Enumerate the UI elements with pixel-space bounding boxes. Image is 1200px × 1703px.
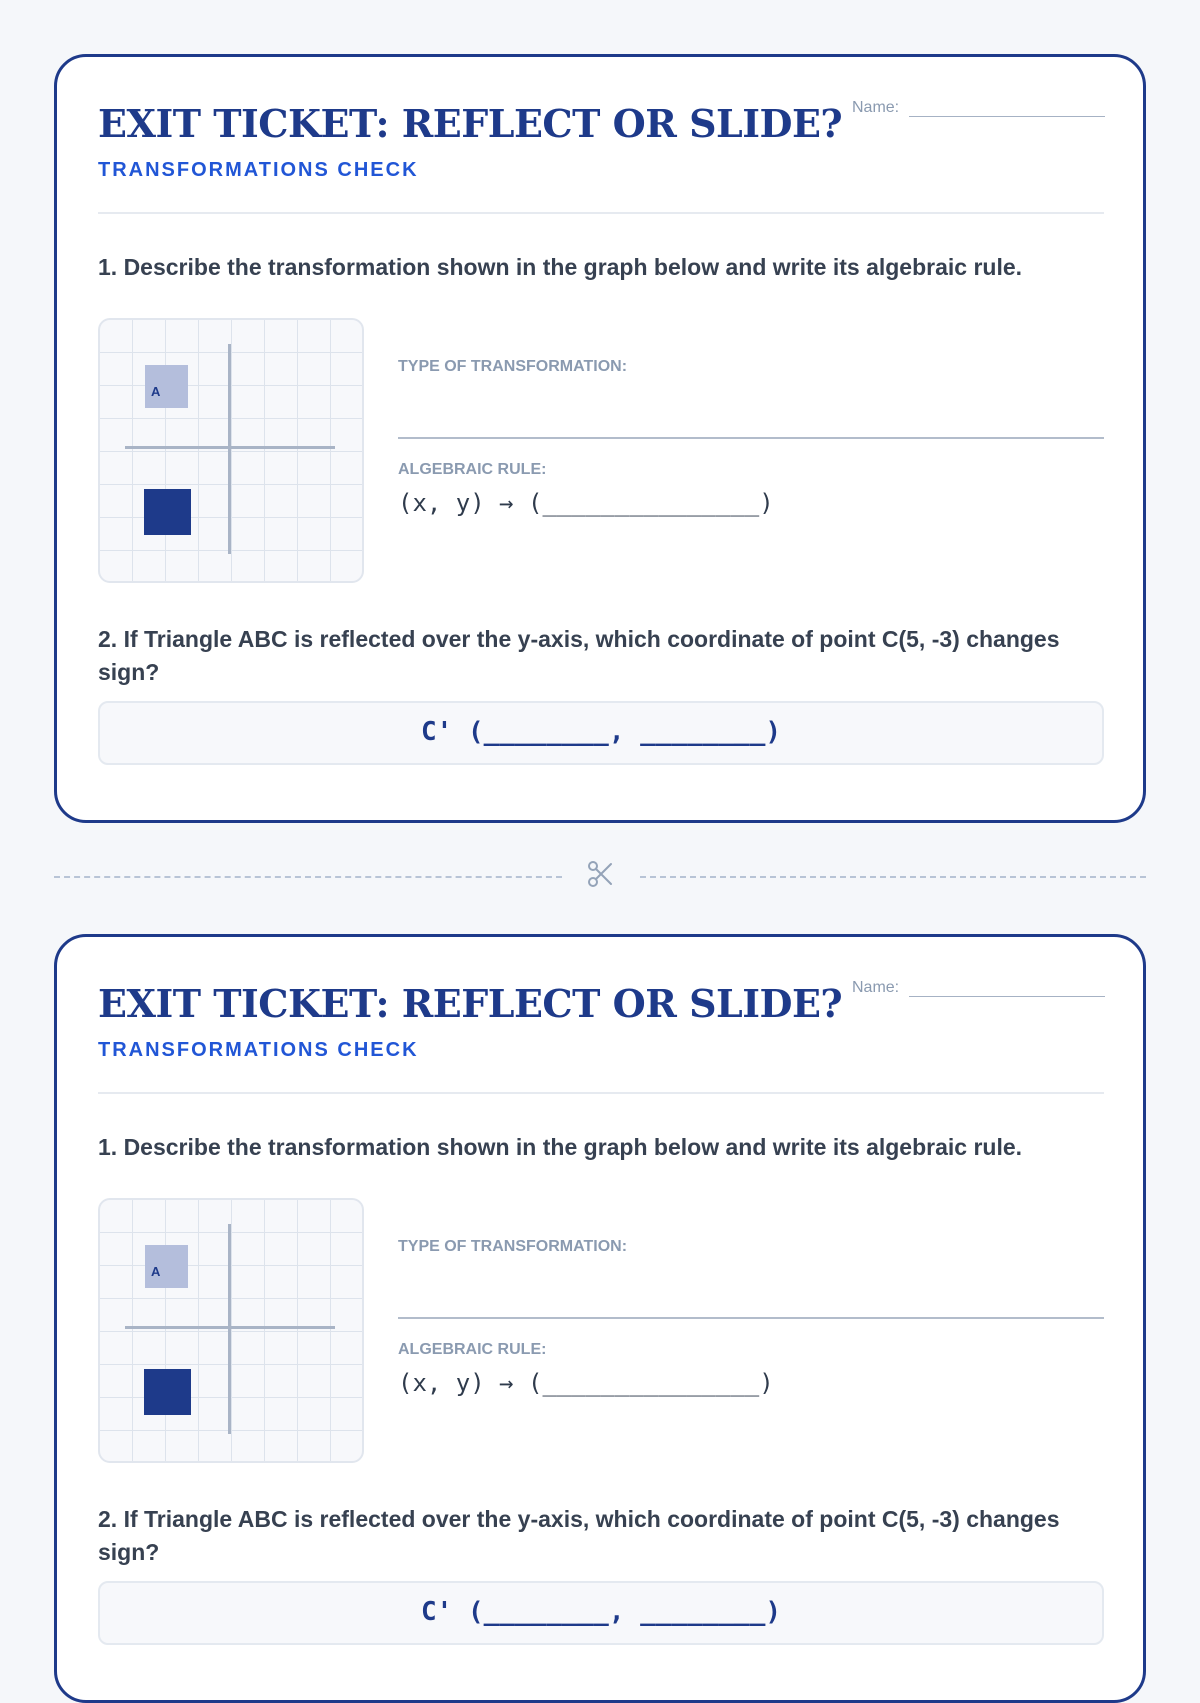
cut-line-right: [640, 876, 1146, 878]
exit-ticket: [54, 934, 1146, 1703]
coordinate-answer-field[interactable]: C' (________, ________): [98, 1581, 1104, 1645]
name-label: Name:: [852, 99, 900, 116]
y-axis: [228, 1224, 231, 1434]
coordinate-answer-field[interactable]: C' (________, ________): [98, 701, 1104, 765]
algebraic-rule-field[interactable]: (x, y) → (_______________): [398, 1369, 774, 1397]
coordinate-graph: [98, 318, 364, 583]
header-divider: [98, 1092, 1104, 1094]
transformation-type-label: TYPE OF TRANSFORMATION:: [398, 1238, 628, 1255]
ticket-title: EXIT TICKET: REFLECT OR SLIDE?: [98, 981, 843, 1026]
transformation-type-field[interactable]: [398, 1317, 1104, 1319]
transformation-type-label: TYPE OF TRANSFORMATION:: [398, 358, 628, 375]
pre-image-label: A: [151, 1264, 161, 1279]
algebraic-rule-label: ALGEBRAIC RULE:: [398, 1341, 547, 1358]
question-1: 1. Describe the transformation shown in the graph below and write its algebraic rule.: [98, 1134, 1023, 1160]
ticket-subtitle: TRANSFORMATIONS CHECK: [98, 1039, 419, 1061]
name-field[interactable]: [909, 116, 1105, 117]
coordinate-graph: [98, 1198, 364, 1463]
pre-image-label: A: [151, 384, 161, 399]
name-field[interactable]: [909, 996, 1105, 997]
question-2: 2. If Triangle ABC is reflected over the y-axis, which coordinate of point C(5, -3) changes sign?: [98, 1506, 1060, 1565]
cut-line-left: [54, 876, 562, 878]
exit-ticket: [54, 54, 1146, 823]
ticket-subtitle: TRANSFORMATIONS CHECK: [98, 159, 419, 181]
question-1: 1. Describe the transformation shown in the graph below and write its algebraic rule.: [98, 254, 1023, 280]
algebraic-rule-label: ALGEBRAIC RULE:: [398, 461, 547, 478]
scissors-icon: [586, 859, 614, 889]
header-divider: [98, 212, 1104, 214]
image-square: [144, 489, 191, 535]
name-label: Name:: [852, 979, 900, 996]
question-2: 2. If Triangle ABC is reflected over the y-axis, which coordinate of point C(5, -3) changes sign?: [98, 626, 1060, 685]
image-square: [144, 1369, 191, 1415]
algebraic-rule-field[interactable]: (x, y) → (_______________): [398, 489, 774, 517]
transformation-type-field[interactable]: [398, 437, 1104, 439]
ticket-title: EXIT TICKET: REFLECT OR SLIDE?: [98, 101, 843, 146]
y-axis: [228, 344, 231, 554]
